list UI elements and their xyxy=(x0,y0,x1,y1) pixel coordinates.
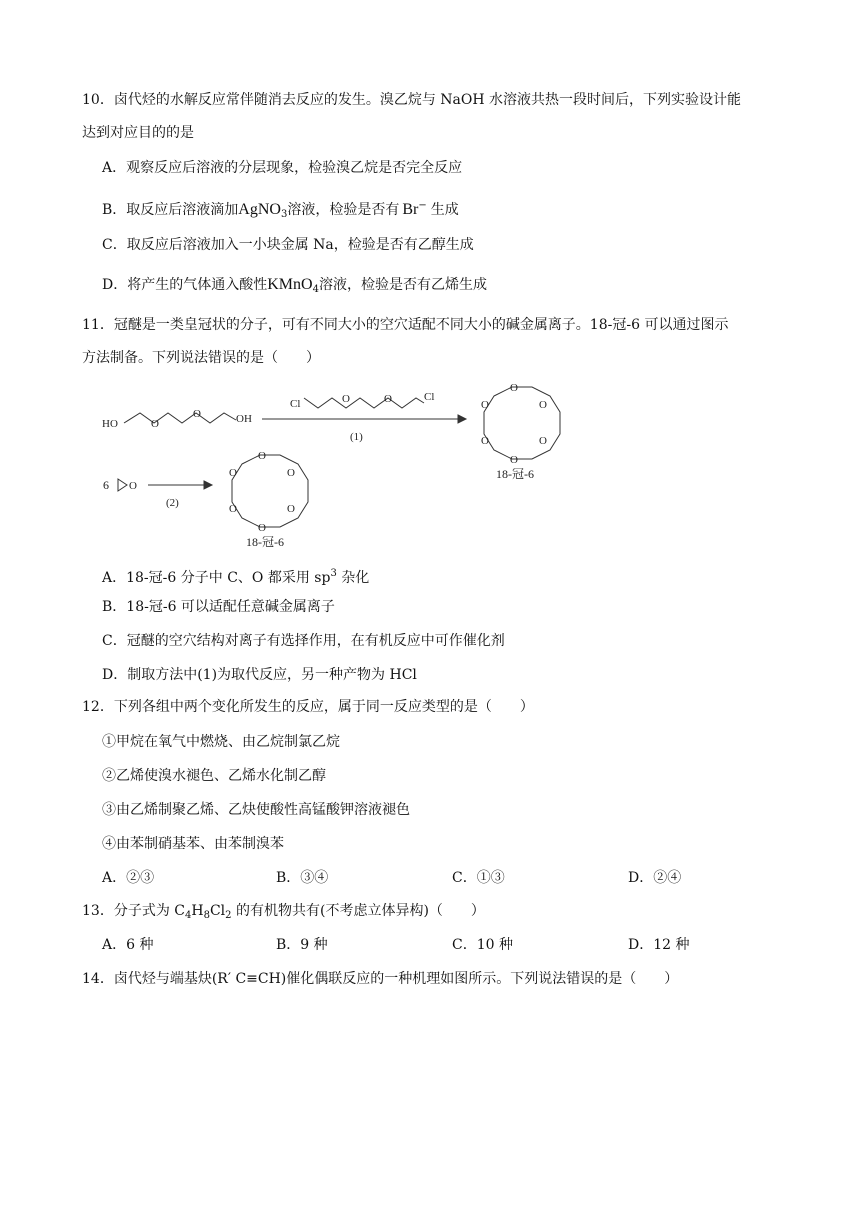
q10-option-b-post: 生成 xyxy=(430,202,459,218)
q10-option-b-ion: Br xyxy=(402,201,419,218)
dichloride-chain xyxy=(304,398,424,408)
q13-stem-pre: 13．分子式为 C xyxy=(82,903,185,919)
crown2-o-bl: O xyxy=(229,503,237,515)
q11-option-a-post: 杂化 xyxy=(336,570,370,586)
q13-option-a: A．6 种 xyxy=(102,937,154,953)
q13-option-d: D．12 种 xyxy=(628,937,690,953)
diol-ho-label: HO xyxy=(102,418,118,430)
q10-option-b-reagent-sub: 3 xyxy=(280,209,288,220)
q10-option-b-pre: B．取反应后溶液滴加 xyxy=(102,202,239,218)
diol-chain xyxy=(124,413,236,423)
q10-option-d-reagent-sub: 4 xyxy=(312,284,319,295)
q11-stem-line2: 方法制备。下列说法错误的是（ ） xyxy=(82,350,320,366)
q13-stem-cl: Cl xyxy=(209,903,226,919)
crown1-o-br: O xyxy=(539,435,547,447)
q11-option-a-pre: A．18-冠-6 分子中 C、O 都采用 sp xyxy=(102,570,331,586)
epoxide-ring xyxy=(118,479,127,491)
crown-ether-product-1 xyxy=(484,387,560,459)
q10-option-a: A．观察反应后溶液的分层现象，检验溴乙烷是否完全反应 xyxy=(102,160,463,176)
diol-o1-label: O xyxy=(151,418,159,430)
q12-stem: 12．下列各组中两个变化所发生的反应，属于同一反应类型的是（ ） xyxy=(82,699,534,715)
crown2-o-bottom: O xyxy=(258,522,266,534)
q11-option-c: C．冠醚的空穴结构对离子有选择作用，在有机反应中可作催化剂 xyxy=(102,633,505,649)
q11-option-a-sup: 3 xyxy=(330,568,337,579)
q10-option-b xyxy=(102,196,459,225)
q12-item-3: ③由乙烯制聚乙烯、乙炔使酸性高锰酸钾溶液褪色 xyxy=(102,802,410,818)
crown2-o-tl: O xyxy=(229,467,237,479)
q10-option-d xyxy=(102,275,487,300)
q14-stem: 14．卤代烃与端基炔(R′ C≡CH)催化偶联反应的一种机理如图所示。下列说法错误的是（ ） xyxy=(82,971,679,987)
crown1-o-top: O xyxy=(510,382,518,394)
step2-label: (2) xyxy=(166,497,179,509)
q10-option-c: C．取反应后溶液加入一小块金属 Na，检验是否有乙醇生成 xyxy=(102,237,474,253)
q13-option-c: C．10 种 xyxy=(452,937,513,953)
dichloride-cl-right: Cl xyxy=(424,391,435,403)
step1-label: (1) xyxy=(350,431,363,443)
q10-option-b-mid: 溶液，检验是否有 xyxy=(287,202,400,218)
q13-stem-h: H xyxy=(191,903,204,919)
q10-option-d-pre: D．将产生的气体通入酸性 xyxy=(102,277,268,293)
q10-option-b-ion-sup: − xyxy=(418,200,427,211)
q13-sub-cl: 2 xyxy=(225,910,232,921)
epoxide-oxygen: O xyxy=(129,480,137,492)
q10-option-b-reagent: AgNO xyxy=(238,201,281,218)
q12-option-a: A．②③ xyxy=(102,870,155,886)
q12-item-4: ④由苯制硝基苯、由苯制溴苯 xyxy=(102,836,284,852)
q10-stem-line2: 达到对应目的的是 xyxy=(82,125,194,141)
q13-sub-c: 4 xyxy=(184,910,192,921)
crown1-label: 18-冠-6 xyxy=(496,467,534,481)
crown1-o-tl: O xyxy=(481,399,489,411)
dichloride-o2: O xyxy=(384,393,392,405)
q12-option-d: D．②④ xyxy=(628,870,682,886)
q11-stem-line1: 11．冠醚是一类皇冠状的分子，可有不同大小的空穴适配不同大小的碱金属离子。18-冠-6 可以通过图示 xyxy=(82,317,729,333)
q13-option-b: B．9 种 xyxy=(276,937,328,953)
q11-option-d: D．制取方法中(1)为取代反应，另一种产物为 HCl xyxy=(102,667,417,683)
crown2-o-top: O xyxy=(258,450,266,462)
dichloride-cl-left: Cl xyxy=(290,398,301,410)
q13-stem-post: 的有机物共有(不考虑立体异构)（ ） xyxy=(231,903,485,919)
crown-ether-synthesis-figure xyxy=(0,378,860,558)
q13-stem xyxy=(82,901,485,926)
epoxide-coefficient: 6 xyxy=(103,478,109,492)
dichloride-o1: O xyxy=(342,393,350,405)
q11-option-b: B．18-冠-6 可以适配任意碱金属离子 xyxy=(102,599,335,615)
crown1-o-bl: O xyxy=(481,435,489,447)
diol-o2-label: O xyxy=(193,408,201,420)
q12-item-1: ①甲烷在氧气中燃烧、由乙烷制氯乙烷 xyxy=(102,734,340,750)
crown2-label: 18-冠-6 xyxy=(246,535,284,549)
q11-option-a xyxy=(102,564,369,588)
q10-stem-line1: 10．卤代烃的水解反应常伴随消去反应的发生。溴乙烷与 NaOH 水溶液共热一段时间后，下列实验设计能 xyxy=(82,92,741,108)
crown2-o-br: O xyxy=(287,503,295,515)
q12-option-b: B．③④ xyxy=(276,870,329,886)
crown1-o-tr: O xyxy=(539,399,547,411)
q10-option-d-post: 溶液，检验是否有乙烯生成 xyxy=(318,277,487,293)
crown1-o-bottom: O xyxy=(510,454,518,466)
q13-sub-h: 8 xyxy=(203,910,210,921)
q10-option-d-reagent: KMnO xyxy=(267,276,313,293)
q12-item-2: ②乙烯使溴水褪色、乙烯水化制乙醇 xyxy=(102,768,326,784)
crown-ether-product-2 xyxy=(232,455,308,527)
crown2-o-tr: O xyxy=(287,467,295,479)
q12-option-c: C．①③ xyxy=(452,870,505,886)
diol-oh-label: OH xyxy=(236,413,252,425)
